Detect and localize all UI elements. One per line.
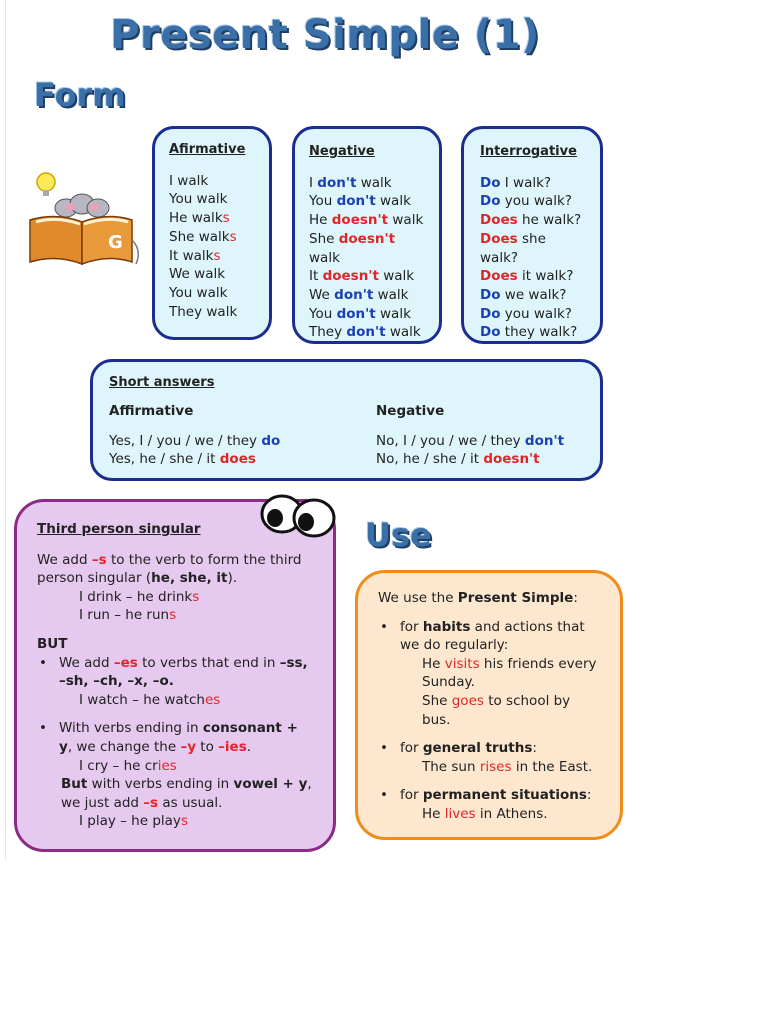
- use-general-truths: • for general truths:: [378, 739, 600, 758]
- third-person-intro: We add –s to the verb to form the third person singular (he, she, it).: [37, 551, 302, 587]
- short-answer-line: No, I / you / we / they don't: [376, 432, 565, 449]
- negative-row: You don't walk: [309, 305, 411, 322]
- short-answers-affirmative: [109, 402, 280, 469]
- affirmative-box: [152, 126, 272, 340]
- interrogative-row: Do I walk?: [480, 174, 552, 191]
- interrogative-row: Do you walk?: [480, 305, 572, 322]
- rule-consonant-y: • With verbs ending in consonant + y, we change the –y to –ies.: [37, 719, 313, 756]
- short-answers-neg-label: Negative: [376, 403, 445, 419]
- short-answers-aff-label: Affirmative: [109, 403, 194, 419]
- example-line: She goes to school by bus.: [422, 692, 571, 728]
- short-answers-negative: [376, 402, 564, 469]
- form-heading: Form: [34, 76, 126, 114]
- example-line: He visits his friends every Sunday.: [422, 655, 597, 691]
- negative-row: They don't walk: [309, 324, 421, 341]
- eyes-illustration: [258, 488, 338, 540]
- use-box: [355, 570, 623, 840]
- affirmative-row: They walk: [169, 303, 238, 320]
- rule-vowel-y: But with verbs ending in vowel + y, we just add –s as usual.: [61, 776, 312, 811]
- svg-text:G: G: [108, 232, 123, 253]
- use-permanent-situations: • for permanent situations:: [378, 786, 600, 805]
- interrogative-header: Interrogative: [480, 144, 577, 159]
- affirmative-row: I walk: [169, 172, 209, 189]
- third-person-box: [14, 499, 336, 852]
- negative-row: She doesn't walk: [309, 230, 396, 266]
- short-answers-box: [90, 359, 603, 481]
- affirmative-row: It walks: [169, 247, 221, 264]
- use-intro: We use the Present Simple:: [378, 590, 578, 606]
- negative-row: I don't walk: [309, 174, 392, 191]
- example-line: He lives in Athens.: [422, 805, 548, 822]
- rule-es: • We add –es to verbs that end in –ss, –sh, –ch, –x, –o.: [37, 654, 313, 691]
- affirmative-row: We walk: [169, 266, 226, 283]
- short-answer-line: Yes, he / she / it does: [109, 451, 256, 468]
- example-line: I watch – he watches: [79, 691, 221, 708]
- interrogative-row: Does he walk?: [480, 212, 582, 229]
- interrogative-box: [461, 126, 603, 344]
- affirmative-header: Afirmative: [169, 142, 246, 157]
- negative-header: Negative: [309, 144, 375, 159]
- lightbulb-icon: [37, 173, 55, 191]
- short-answer-line: Yes, I / you / we / they do: [109, 432, 281, 449]
- affirmative-row: You walk: [169, 191, 228, 208]
- affirmative-row: You walk: [169, 284, 228, 301]
- interrogative-row: Do we walk?: [480, 286, 567, 303]
- interrogative-row: Do you walk?: [480, 193, 572, 210]
- but-label: BUT: [37, 635, 68, 652]
- negative-row: It doesn't walk: [309, 268, 415, 285]
- page-margin-line: [5, 0, 6, 860]
- use-habits: • for habits and actions that we do regularly:: [378, 618, 600, 655]
- affirmative-row: She walks: [169, 228, 237, 245]
- negative-row: He doesn't walk: [309, 212, 424, 229]
- example-line: I drink – he drinks: [79, 588, 200, 605]
- interrogative-row: Does it walk?: [480, 268, 574, 285]
- example-line: I cry – he cries: [79, 757, 177, 774]
- example-line: The sun rises in the East.: [422, 758, 593, 775]
- book-mouse-illustration: [22, 160, 146, 274]
- negative-box: [292, 126, 442, 344]
- negative-row: You don't walk: [309, 193, 411, 210]
- short-answers-header: Short answers: [109, 375, 215, 390]
- affirmative-row: He walks: [169, 210, 230, 227]
- short-answer-line: No, he / she / it doesn't: [376, 451, 540, 468]
- third-person-header: Third person singular: [37, 521, 201, 537]
- negative-row: We don't walk: [309, 286, 409, 303]
- use-heading: Use: [365, 516, 432, 554]
- page-title: Present Simple (1): [110, 12, 540, 58]
- interrogative-row: Does she walk?: [480, 230, 546, 266]
- interrogative-row: Do they walk?: [480, 324, 578, 341]
- example-line: I run – he runs: [79, 607, 177, 624]
- example-line: I play – he plays: [79, 813, 188, 830]
